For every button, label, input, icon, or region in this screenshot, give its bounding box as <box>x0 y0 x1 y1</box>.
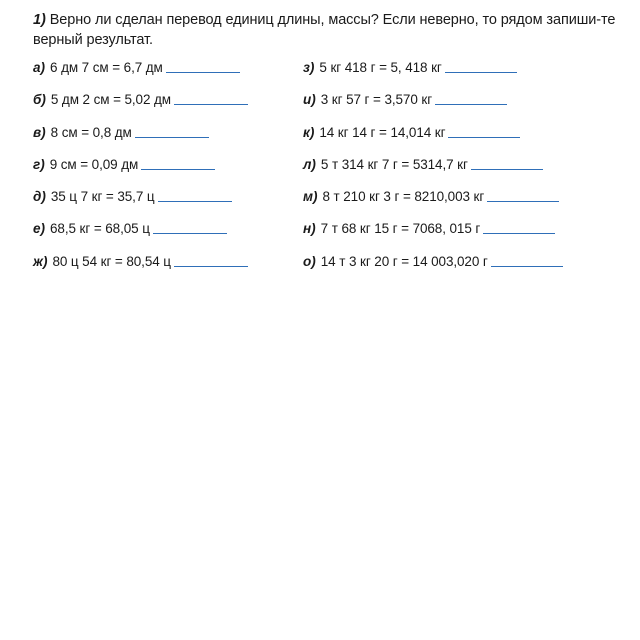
item-letter: е) <box>33 221 46 237</box>
answer-line[interactable] <box>153 219 227 234</box>
item-expression: 5 т 314 кг 7 г = 5314,7 кг <box>320 156 468 172</box>
exercise-item-o <box>303 252 563 284</box>
exercise-item-e <box>33 219 248 251</box>
exercise-item-i <box>303 90 563 122</box>
exercise-item-b <box>33 90 248 122</box>
exercise-item-n <box>303 219 563 251</box>
item-letter: з) <box>303 60 315 75</box>
item-letter: в) <box>33 124 46 140</box>
item-letter: ж) <box>33 253 48 269</box>
item-expression: 5 дм 2 см = 5,02 дм <box>50 92 171 108</box>
task-header <box>33 10 633 50</box>
item-expression: 9 см = 0,09 дм <box>49 156 139 172</box>
item-expression: 35 ц 7 кг = 35,7 ц <box>50 189 155 205</box>
item-letter: к) <box>303 124 315 140</box>
answer-line[interactable] <box>174 252 248 267</box>
item-expression: 7 т 68 кг 15 г = 7068, 015 г <box>320 221 481 237</box>
exercise-item-z <box>303 58 563 90</box>
exercise-item-l <box>303 155 563 187</box>
item-expression: 8 т 210 кг 3 г = 8210,003 кг <box>322 189 485 205</box>
task-text: Верно ли сделан перевод единиц длины, массы? Если неверно, то рядом запиши-те верный результат. <box>33 12 616 48</box>
item-letter: м) <box>303 189 318 205</box>
worksheet <box>0 0 640 275</box>
answer-line[interactable] <box>174 90 248 105</box>
task-number: 1) <box>33 12 46 28</box>
item-expression: 8 см = 0,8 дм <box>50 124 132 140</box>
answer-line[interactable] <box>166 58 240 73</box>
exercise-item-d <box>33 187 248 219</box>
item-expression: 14 т 3 кг 20 г = 14 003,020 г <box>320 253 488 269</box>
item-expression: 5 кг 418 г = 5, 418 кг <box>319 60 442 75</box>
item-letter: д) <box>33 189 46 205</box>
answer-line[interactable] <box>158 187 232 202</box>
left-column <box>33 58 248 284</box>
answer-line[interactable] <box>471 155 543 170</box>
answer-line[interactable] <box>448 123 520 138</box>
item-expression: 14 кг 14 г = 14,014 кг <box>319 124 446 140</box>
exercise-item-k <box>303 123 563 155</box>
item-expression: 6 дм 7 см = 6,7 дм <box>50 60 163 75</box>
answer-line[interactable] <box>135 123 209 138</box>
item-letter: н) <box>303 221 316 237</box>
item-letter: г) <box>33 156 45 172</box>
answer-line[interactable] <box>483 219 555 234</box>
exercise-item-v <box>33 123 248 155</box>
item-expression: 80 ц 54 кг = 80,54 ц <box>52 253 171 269</box>
answer-line[interactable] <box>487 187 559 202</box>
right-column <box>303 58 563 284</box>
answer-line[interactable] <box>141 155 215 170</box>
answer-line[interactable] <box>445 58 517 73</box>
exercise-item-a <box>33 58 248 90</box>
answer-line[interactable] <box>491 252 563 267</box>
exercise-item-m <box>303 187 563 219</box>
item-expression: 3 кг 57 г = 3,570 кг <box>320 92 433 108</box>
item-letter: о) <box>303 253 316 269</box>
answer-line[interactable] <box>435 90 507 105</box>
item-letter: и) <box>303 92 316 108</box>
item-letter: б) <box>33 92 46 108</box>
exercise-item-zh <box>33 252 248 284</box>
exercise-item-g <box>33 155 248 187</box>
item-expression: 68,5 кг = 68,05 ц <box>50 221 150 237</box>
item-letter: а) <box>33 60 46 75</box>
item-letter: л) <box>303 156 316 172</box>
